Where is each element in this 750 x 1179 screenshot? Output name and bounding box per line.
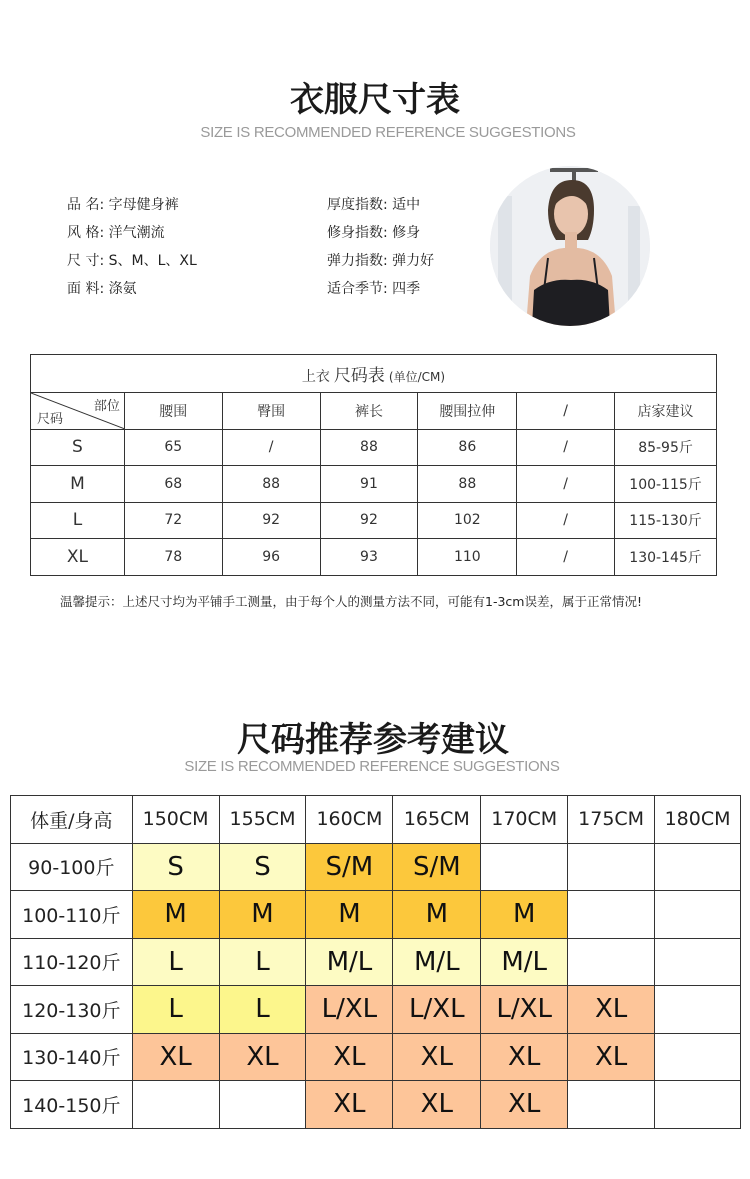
product-info-right	[327, 191, 434, 303]
info-item-fabric	[67, 275, 197, 303]
info-label: 风 格:	[67, 225, 105, 241]
table-cell: 78	[124, 539, 222, 576]
weight-label: 90-100斤	[11, 843, 133, 891]
size-cell	[655, 1081, 741, 1129]
info-label: 弹力指数:	[327, 253, 388, 269]
table-row	[31, 466, 717, 503]
size-cell: L	[132, 986, 219, 1034]
column-header: 店家建议	[615, 393, 717, 430]
height-header: 180CM	[655, 796, 741, 844]
table-cell: 130-145斤	[615, 539, 717, 576]
size-cell	[219, 1081, 306, 1129]
size-cell: XL	[219, 1033, 306, 1081]
info-value: 修身	[392, 225, 421, 241]
info-item-elasticity	[327, 247, 434, 275]
size-cell	[655, 1033, 741, 1081]
table-cell: 110	[418, 539, 517, 576]
caption-main: 尺码表	[333, 366, 385, 386]
weight-label: 100-110斤	[11, 891, 133, 939]
info-label: 厚度指数:	[327, 197, 388, 213]
size-label: M	[31, 466, 125, 503]
table-row	[11, 1081, 741, 1129]
page-subtitle: SIZE IS RECOMMENDED REFERENCE SUGGESTIONS	[200, 124, 576, 141]
info-item-size	[67, 247, 197, 275]
size-cell: XL	[306, 1033, 393, 1081]
size-cell: M	[132, 891, 219, 939]
size-cell: S	[132, 843, 219, 891]
column-header: 裤长	[320, 393, 418, 430]
table-row	[11, 891, 741, 939]
table-row	[11, 1033, 741, 1081]
table-row	[31, 502, 717, 539]
weight-label: 130-140斤	[11, 1033, 133, 1081]
size-cell	[655, 843, 741, 891]
info-item-style	[67, 219, 197, 247]
info-label: 尺 寸:	[67, 253, 105, 269]
corner-bottom-label: 尺码	[37, 411, 64, 427]
size-cell: XL	[393, 1033, 481, 1081]
table-row	[31, 429, 717, 466]
model-photo	[490, 166, 650, 326]
table-cell: 68	[124, 466, 222, 503]
info-value: 字母健身裤	[108, 197, 179, 213]
table-cell: 91	[320, 466, 418, 503]
column-header: 腰围	[124, 393, 222, 430]
corner-top-label: 部位	[93, 399, 120, 414]
height-header: 160CM	[306, 796, 393, 844]
size-cell: M	[219, 891, 306, 939]
size-cell: XL	[568, 986, 655, 1034]
corner-label: 体重/身高	[11, 796, 133, 844]
size-cell	[481, 843, 568, 891]
info-label: 面 料:	[67, 281, 105, 297]
info-value: 弹力好	[392, 253, 435, 269]
size-cell: XL	[393, 1081, 481, 1129]
info-value: 适中	[392, 197, 421, 213]
caption-prefix: 上衣	[301, 369, 330, 385]
size-table-caption	[31, 355, 717, 393]
product-info-left	[67, 191, 197, 303]
table-cell: 65	[124, 429, 222, 466]
size-cell: L	[219, 986, 306, 1034]
table-cell: 88	[222, 466, 320, 503]
size-cell: XL	[481, 1081, 568, 1129]
header-row	[11, 796, 741, 844]
table-cell: 93	[320, 539, 418, 576]
info-value: S、M、L、XL	[108, 253, 197, 269]
info-item-thickness	[327, 191, 434, 219]
table-cell: 85-95斤	[615, 429, 717, 466]
table-cell: /	[517, 539, 615, 576]
table-cell: 96	[222, 539, 320, 576]
size-cell: S/M	[393, 843, 481, 891]
size-cell: XL	[306, 1081, 393, 1129]
page-title: 衣服尺寸表	[290, 80, 460, 120]
size-cell: M/L	[481, 938, 568, 986]
info-item-fit	[327, 219, 434, 247]
size-cell	[655, 986, 741, 1034]
weight-label: 110-120斤	[11, 938, 133, 986]
size-cell: S	[219, 843, 306, 891]
model-illustration	[490, 166, 650, 326]
table-cell: 102	[418, 502, 517, 539]
height-header: 165CM	[393, 796, 481, 844]
table-cell: 88	[418, 466, 517, 503]
size-cell: M	[481, 891, 568, 939]
size-cell	[568, 891, 655, 939]
weight-label: 120-130斤	[11, 986, 133, 1034]
info-label: 品 名:	[67, 197, 105, 213]
size-cell: L/XL	[481, 986, 568, 1034]
table-cell: 100-115斤	[615, 466, 717, 503]
table-cell: 115-130斤	[615, 502, 717, 539]
size-cell: M	[306, 891, 393, 939]
size-cell: XL	[568, 1033, 655, 1081]
info-value: 洋气潮流	[108, 225, 165, 241]
size-cell	[655, 891, 741, 939]
size-cell	[132, 1081, 219, 1129]
table-cell: 92	[320, 502, 418, 539]
weight-label: 140-150斤	[11, 1081, 133, 1129]
recommend-title: 尺码推荐参考建议	[237, 720, 509, 760]
table-cell: /	[517, 429, 615, 466]
size-cell	[655, 938, 741, 986]
size-cell: L	[132, 938, 219, 986]
info-item-name	[67, 191, 197, 219]
recommend-subtitle: SIZE IS RECOMMENDED REFERENCE SUGGESTIONS	[184, 758, 560, 775]
size-label: XL	[31, 539, 125, 576]
size-cell: M	[393, 891, 481, 939]
size-cell: M/L	[306, 938, 393, 986]
table-row	[11, 986, 741, 1034]
info-label: 适合季节:	[327, 281, 388, 297]
size-cell	[568, 843, 655, 891]
info-value: 四季	[392, 281, 421, 297]
measurement-tip: 温馨提示：上述尺寸均为平铺手工测量，由于每个人的测量方法不同，可能有1-3cm误差，属于正常情况!	[60, 594, 642, 609]
info-label: 修身指数:	[327, 225, 388, 241]
table-row	[11, 843, 741, 891]
table-cell: /	[517, 502, 615, 539]
size-cell: M/L	[393, 938, 481, 986]
size-cell: S/M	[306, 843, 393, 891]
table-row	[11, 938, 741, 986]
column-header: 臀围	[222, 393, 320, 430]
info-value: 涤氨	[108, 281, 137, 297]
column-header: 腰围拉伸	[418, 393, 517, 430]
size-label: S	[31, 429, 125, 466]
table-row	[31, 539, 717, 576]
size-cell: XL	[132, 1033, 219, 1081]
height-header: 170CM	[481, 796, 568, 844]
table-cell: 86	[418, 429, 517, 466]
table-cell: /	[517, 466, 615, 503]
height-header: 155CM	[219, 796, 306, 844]
size-table	[30, 354, 717, 576]
height-header: 150CM	[132, 796, 219, 844]
diagonal-corner-cell	[31, 393, 125, 430]
table-cell: 88	[320, 429, 418, 466]
table-cell: 92	[222, 502, 320, 539]
table-cell: /	[222, 429, 320, 466]
size-cell: XL	[481, 1033, 568, 1081]
table-cell: 72	[124, 502, 222, 539]
size-cell: L/XL	[306, 986, 393, 1034]
size-cell	[568, 1081, 655, 1129]
info-item-season	[327, 275, 434, 303]
caption-unit: (单位/CM)	[388, 370, 446, 384]
size-cell: L	[219, 938, 306, 986]
column-header: /	[517, 393, 615, 430]
size-label: L	[31, 502, 125, 539]
height-header: 175CM	[568, 796, 655, 844]
size-cell	[568, 938, 655, 986]
size-cell: L/XL	[393, 986, 481, 1034]
size-recommendation-table	[10, 795, 741, 1129]
